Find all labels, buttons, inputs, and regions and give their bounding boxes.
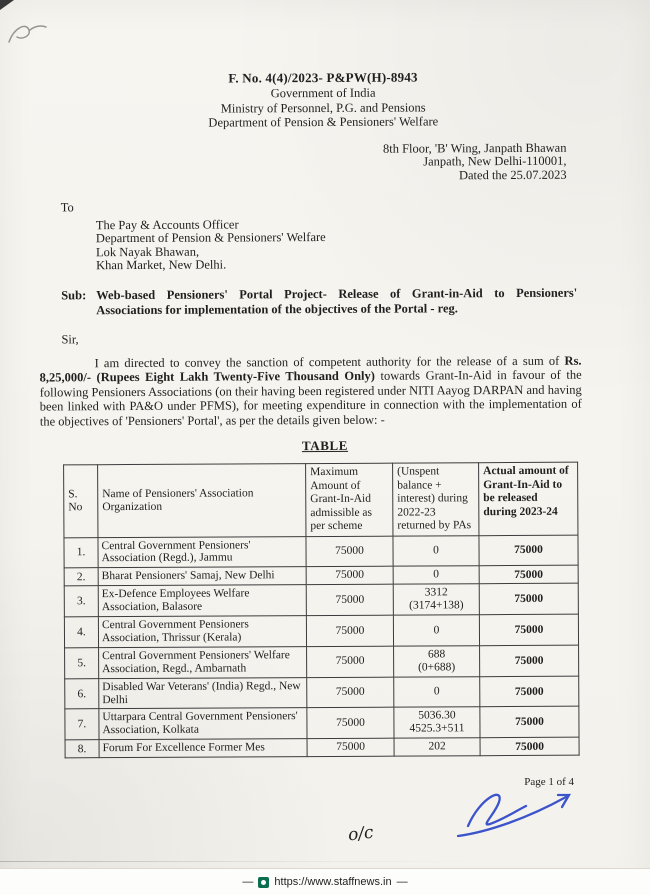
cell-actual: 75000 bbox=[480, 676, 579, 707]
cell-sno: 8. bbox=[65, 740, 99, 758]
subject-label: Sub: bbox=[61, 287, 87, 302]
cell-max: 75000 bbox=[307, 677, 394, 708]
watermark-footer bbox=[0, 868, 650, 895]
cell-actual: 75000 bbox=[480, 645, 579, 676]
table-row bbox=[65, 707, 579, 741]
subject-block bbox=[61, 285, 577, 318]
address-line: 8th Floor, 'B' Wing, Janpath Bhawan bbox=[382, 140, 567, 156]
org-line: Department of Pension & Pensioners' Welfare bbox=[208, 114, 439, 130]
cell-sno: 6. bbox=[65, 678, 99, 709]
dash-right: — bbox=[396, 876, 408, 888]
cell-sno: 5. bbox=[65, 648, 99, 679]
table-row bbox=[65, 645, 579, 679]
cell-actual: 75000 bbox=[479, 583, 578, 614]
col-header-sno: S. No bbox=[64, 465, 98, 537]
cell-name: Forum For Excellence Former Mes bbox=[99, 739, 307, 758]
cell-sno: 3. bbox=[64, 586, 98, 617]
body-paragraph bbox=[40, 353, 582, 429]
cell-name: Uttarpara Central Government Pensioners' Association, Kolkata bbox=[99, 708, 307, 740]
col-header-name: Name of Pensioners' Association Organization bbox=[98, 464, 306, 537]
salutation: Sir, bbox=[61, 331, 79, 346]
signature bbox=[452, 782, 592, 844]
cell-unspent: 0 bbox=[393, 535, 479, 566]
cell-max: 75000 bbox=[307, 738, 394, 756]
table-row bbox=[65, 676, 579, 710]
dash-left: — bbox=[242, 876, 254, 888]
cell-max: 75000 bbox=[306, 566, 393, 584]
cell-name: Ex-Defence Employees Welfare Association, Balasore bbox=[98, 585, 306, 617]
cell-max: 75000 bbox=[307, 646, 394, 677]
office-copy-mark: o/c bbox=[346, 822, 375, 846]
cell-name: Central Government Pensioners' Association (Regd.), Jammu bbox=[98, 536, 306, 568]
cell-actual: 75000 bbox=[479, 566, 578, 584]
col-header-unspent: (Unspent balance + interest) during 2022-23 returned by PAs bbox=[393, 463, 479, 535]
staffnews-icon bbox=[258, 877, 269, 888]
cell-name: Central Government Pensioners' Welfare Association, Regd., Ambarnath bbox=[99, 646, 307, 678]
cell-actual: 75000 bbox=[480, 737, 579, 755]
table-row bbox=[65, 737, 579, 758]
cell-unspent: 0 bbox=[393, 615, 479, 646]
paragraph-text: towards Grant-In-Aid in favour of the following Pensioners Associations (on their having been registered under NITI Aayog DARPAN and having been linked with PA&O under PFMS), for meeting expenditure in connection with the implementation of the objectives of 'Pensioners' Portal', as per the details given below: - bbox=[39, 367, 582, 429]
col-header-actual-amount: Actual amount of Grant-In-Aid to be released during 2023-24 bbox=[479, 463, 578, 536]
to-label: To bbox=[60, 200, 74, 215]
watermark-url: https://www.staffnews.in bbox=[274, 876, 392, 888]
paragraph-text: I am directed to convey the sanction of competent authority for the release of a sum of bbox=[94, 353, 565, 370]
cell-sno: 2. bbox=[64, 568, 98, 586]
cell-sno: 1. bbox=[64, 537, 98, 568]
subject-text: Web-based Pensioners' Portal Project- Release of Grant-in-Aid to Pensioners' Associations for implementation of the objectives of the Portal - reg. bbox=[96, 285, 578, 317]
sender-address bbox=[0, 141, 567, 185]
cell-unspent: 0 bbox=[393, 566, 479, 584]
scan-edge-line bbox=[0, 861, 650, 862]
cell-name: Disabled War Veterans' (India) Regd., New Delhi bbox=[99, 677, 307, 709]
cell-actual: 75000 bbox=[479, 535, 578, 566]
cell-unspent: 688 (0+688) bbox=[394, 646, 480, 677]
cell-max: 75000 bbox=[306, 615, 393, 646]
recipient-block bbox=[96, 216, 649, 273]
file-number: F. No. 4(4)/2023- P&PW(H)-8943 bbox=[228, 69, 418, 86]
cell-sno: 4. bbox=[64, 617, 98, 648]
address-line: Janpath, New Delhi-110001, bbox=[423, 154, 567, 169]
table-row bbox=[64, 535, 578, 569]
org-line: Government of India bbox=[270, 85, 376, 101]
table-title: TABLE bbox=[301, 438, 349, 454]
recipient-line: Department of Pension & Pensioners' Welfare bbox=[95, 230, 326, 246]
cell-unspent: 0 bbox=[394, 676, 480, 707]
date-line: Dated the 25.07.2023 bbox=[458, 167, 567, 183]
cell-name: Bharat Pensioners' Samaj, New Delhi bbox=[98, 567, 306, 586]
recipient-line: The Pay & Accounts Officer bbox=[95, 217, 239, 233]
org-line: Ministry of Personnel, P.G. and Pensions bbox=[220, 99, 426, 116]
cell-max: 75000 bbox=[306, 584, 393, 615]
amount-bold-text: Rs. 8,25,000/- (Rupees Eight Lakh Twenty-Five Thousand Only) bbox=[39, 353, 582, 385]
grant-table bbox=[63, 462, 580, 758]
cell-sno: 7. bbox=[65, 709, 99, 740]
page-number: Page 1 of 4 bbox=[524, 776, 574, 788]
col-header-max-amount: Maximum Amount of Grant-In-Aid admissible as per scheme bbox=[306, 464, 393, 536]
cell-unspent: 202 bbox=[394, 738, 480, 756]
cell-unspent: 3312 (3174+138) bbox=[393, 584, 479, 615]
table-row bbox=[64, 614, 578, 648]
table-row bbox=[64, 583, 578, 617]
cell-name: Central Government Pensioners Association, Thrissur (Kerala) bbox=[98, 616, 306, 648]
cell-max: 75000 bbox=[306, 536, 393, 567]
recipient-line: Lok Nayak Bhawan, bbox=[95, 244, 200, 259]
cell-unspent: 5036.30 4525.3+511 bbox=[394, 707, 480, 738]
header-row bbox=[64, 463, 578, 538]
cell-actual: 75000 bbox=[479, 614, 578, 645]
cell-actual: 75000 bbox=[480, 707, 579, 738]
cell-max: 75000 bbox=[307, 708, 394, 739]
recipient-line: Khan Market, New Delhi. bbox=[96, 257, 227, 273]
